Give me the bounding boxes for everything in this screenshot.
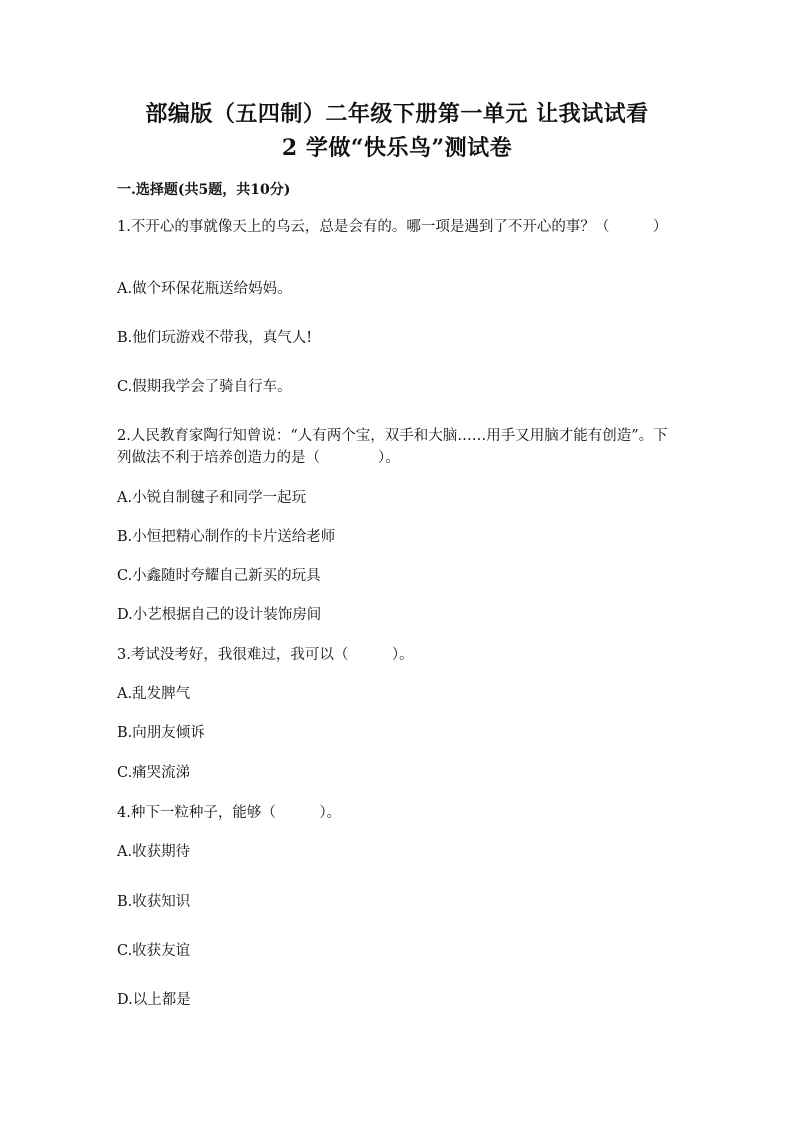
question-4-option-b: B.收获知识 (117, 894, 191, 910)
question-2-option-c: C.小鑫随时夸耀自己新买的玩具 (117, 568, 321, 584)
question-2-option-a: A.小锐自制毽子和同学一起玩 (117, 490, 307, 506)
question-1-option-c: C.假期我学会了骑自行车。 (117, 379, 292, 395)
exam-title-line1: 部编版（五四制）二年级下册第一单元 让我试试看 (145, 101, 649, 127)
question-4-option-c: C.收获友谊 (117, 943, 191, 959)
question-4-option-a: A.收获期待 (117, 844, 191, 860)
question-3-option-c: C.痛哭流涕 (117, 765, 191, 781)
question-3-option-b: B.向朋友倾诉 (117, 725, 205, 741)
question-3-option-a: A.乱发脾气 (117, 686, 191, 702)
section-heading: 一.选择题(共5题，共10分) (117, 182, 291, 198)
question-1-option-b: B.他们玩游戏不带我，真气人! (117, 330, 313, 346)
exam-title-line2: 2 学做“快乐鸟”测试卷 (281, 135, 513, 161)
question-4-option-d: D.以上都是 (117, 992, 191, 1008)
question-1-option-a: A.做个环保花瓶送给妈妈。 (117, 281, 292, 297)
question-4-stem: 4.种下一粒种子，能够（ ）。 (117, 805, 342, 821)
question-1-stem: 1.不开心的事就像天上的乌云，总是会有的。哪一项是遇到了不开心的事？（ ） (117, 219, 668, 235)
question-2-option-b: B.小恒把精心制作的卡片送给老师 (117, 529, 336, 545)
question-2-option-d: D.小艺根据自己的设计装饰房间 (117, 607, 322, 623)
question-2-stem: 2.人民教育家陶行知曾说：“人有两个宝，双手和大脑……用手又用脑才能有创造”。下列做法不利于培养创造力的是（ ）。 (117, 428, 668, 466)
question-3-stem: 3.考试没考好，我很难过，我可以（ ）。 (117, 647, 414, 663)
